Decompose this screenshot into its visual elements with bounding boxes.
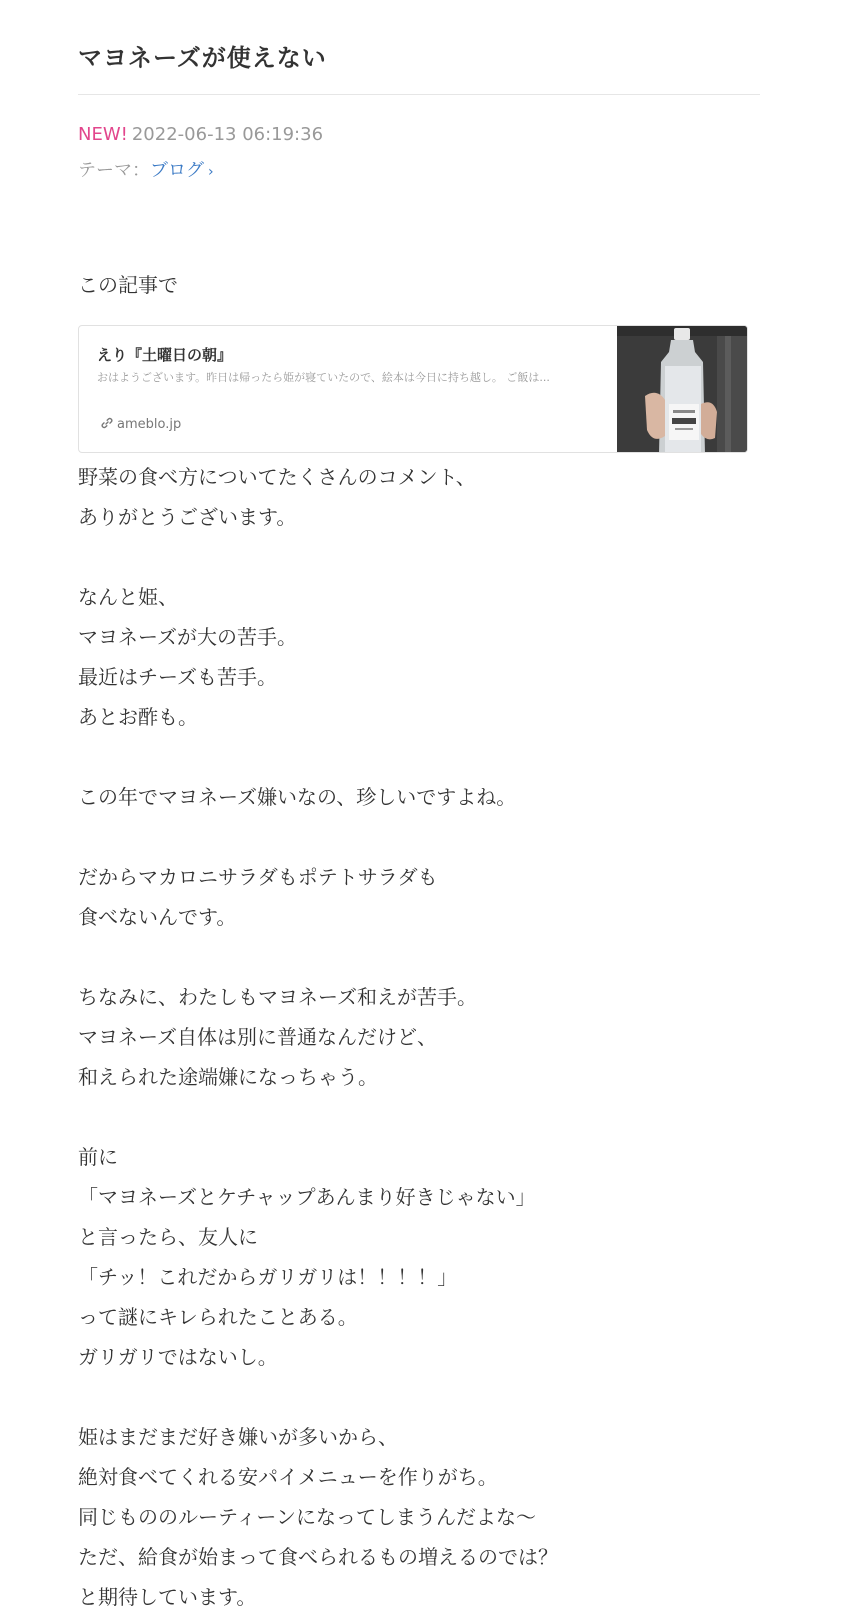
body-line: ちなみに、わたしもマヨネーズ和えが苦手。 [78, 985, 477, 1009]
body-line: 最近はチーズも苦手。 [78, 665, 277, 689]
body-line: だからマカロニサラダもポテトサラダも [78, 865, 438, 889]
paragraph-gap [78, 1377, 760, 1417]
body-line: って謎にキレられたことある。 [78, 1305, 358, 1329]
theme-line [78, 153, 760, 189]
paragraph-gap [78, 817, 760, 857]
water-bottle-photo-icon [617, 326, 747, 453]
chevron-right-icon[interactable]: › [208, 164, 214, 180]
paragraph [78, 1137, 760, 1377]
body-line: この年でマヨネーズ嫌いなの、珍しいですよね。 [78, 785, 517, 809]
link-icon [101, 417, 113, 435]
article-body [78, 457, 760, 1617]
body-line: 姫はまだまだ好き嫌いが多いから、 [78, 1425, 398, 1449]
article-title: マヨネーズが使えない [78, 44, 327, 72]
body-line: 前に [78, 1145, 118, 1169]
theme-label: テーマ： [78, 160, 150, 181]
body-line: 「チッ！これだからガリガリは！！！！」 [78, 1265, 458, 1289]
article-meta [78, 117, 760, 189]
date-line [78, 117, 760, 153]
body-line: あとお酢も。 [78, 705, 198, 729]
card-domain-text: ameblo.jp [117, 417, 182, 432]
paragraph [78, 977, 760, 1097]
paragraph-gap [78, 1097, 760, 1137]
intro-text: この記事で [78, 273, 178, 297]
body-line: なんと姫、 [78, 585, 178, 609]
paragraph-gap [78, 737, 760, 777]
body-line: マヨネーズ自体は別に普通なんだけど、 [78, 1025, 437, 1049]
card-title[interactable]: えり『土曜日の朝』 [97, 346, 233, 364]
body-line: 絶対食べてくれる安パイメニューを作りがち。 [78, 1465, 498, 1489]
theme-link[interactable]: ブログ [150, 160, 204, 181]
blog-article [78, 0, 760, 1617]
body-line: 「マヨネーズとケチャップあんまり好きじゃない」 [78, 1185, 536, 1209]
body-line: ただ、給食が始まって食べられるもの増えるのでは？ [78, 1545, 558, 1569]
card-domain [101, 416, 181, 435]
body-line: と期待しています。 [78, 1585, 257, 1609]
post-date: 2022-06-13 06:19:36 [131, 124, 324, 145]
body-line: ありがとうございます。 [78, 505, 297, 529]
paragraph-gap [78, 537, 760, 577]
paragraph [78, 577, 760, 737]
body-line: 食べないんです。 [78, 905, 237, 929]
card-text [97, 344, 607, 386]
body-line: 同じもののルーティーンになってしまうんだよな〜 [78, 1505, 536, 1529]
paragraph [78, 857, 760, 937]
card-description: おはようございます。昨日は帰ったら姫が寝ていたので、絵本は今日に持ち越し。 ご飯は... [97, 371, 550, 384]
paragraph-gap [78, 937, 760, 977]
body-line: 和えられた途端嫌になっちゃう。 [78, 1065, 378, 1089]
paragraph [78, 1417, 760, 1617]
paragraph [78, 457, 760, 537]
body-line: と言ったら、友人に [78, 1225, 258, 1249]
body-line: ガリガリではないし。 [78, 1345, 278, 1369]
title-divider [78, 94, 760, 95]
linked-article-card[interactable] [78, 325, 748, 453]
card-thumbnail[interactable] [617, 326, 747, 453]
body-line: 野菜の食べ方についてたくさんのコメント、 [78, 465, 476, 489]
body-line: マヨネーズが大の苦手。 [78, 625, 297, 649]
new-badge: NEW! [78, 124, 128, 145]
paragraph [78, 777, 760, 817]
